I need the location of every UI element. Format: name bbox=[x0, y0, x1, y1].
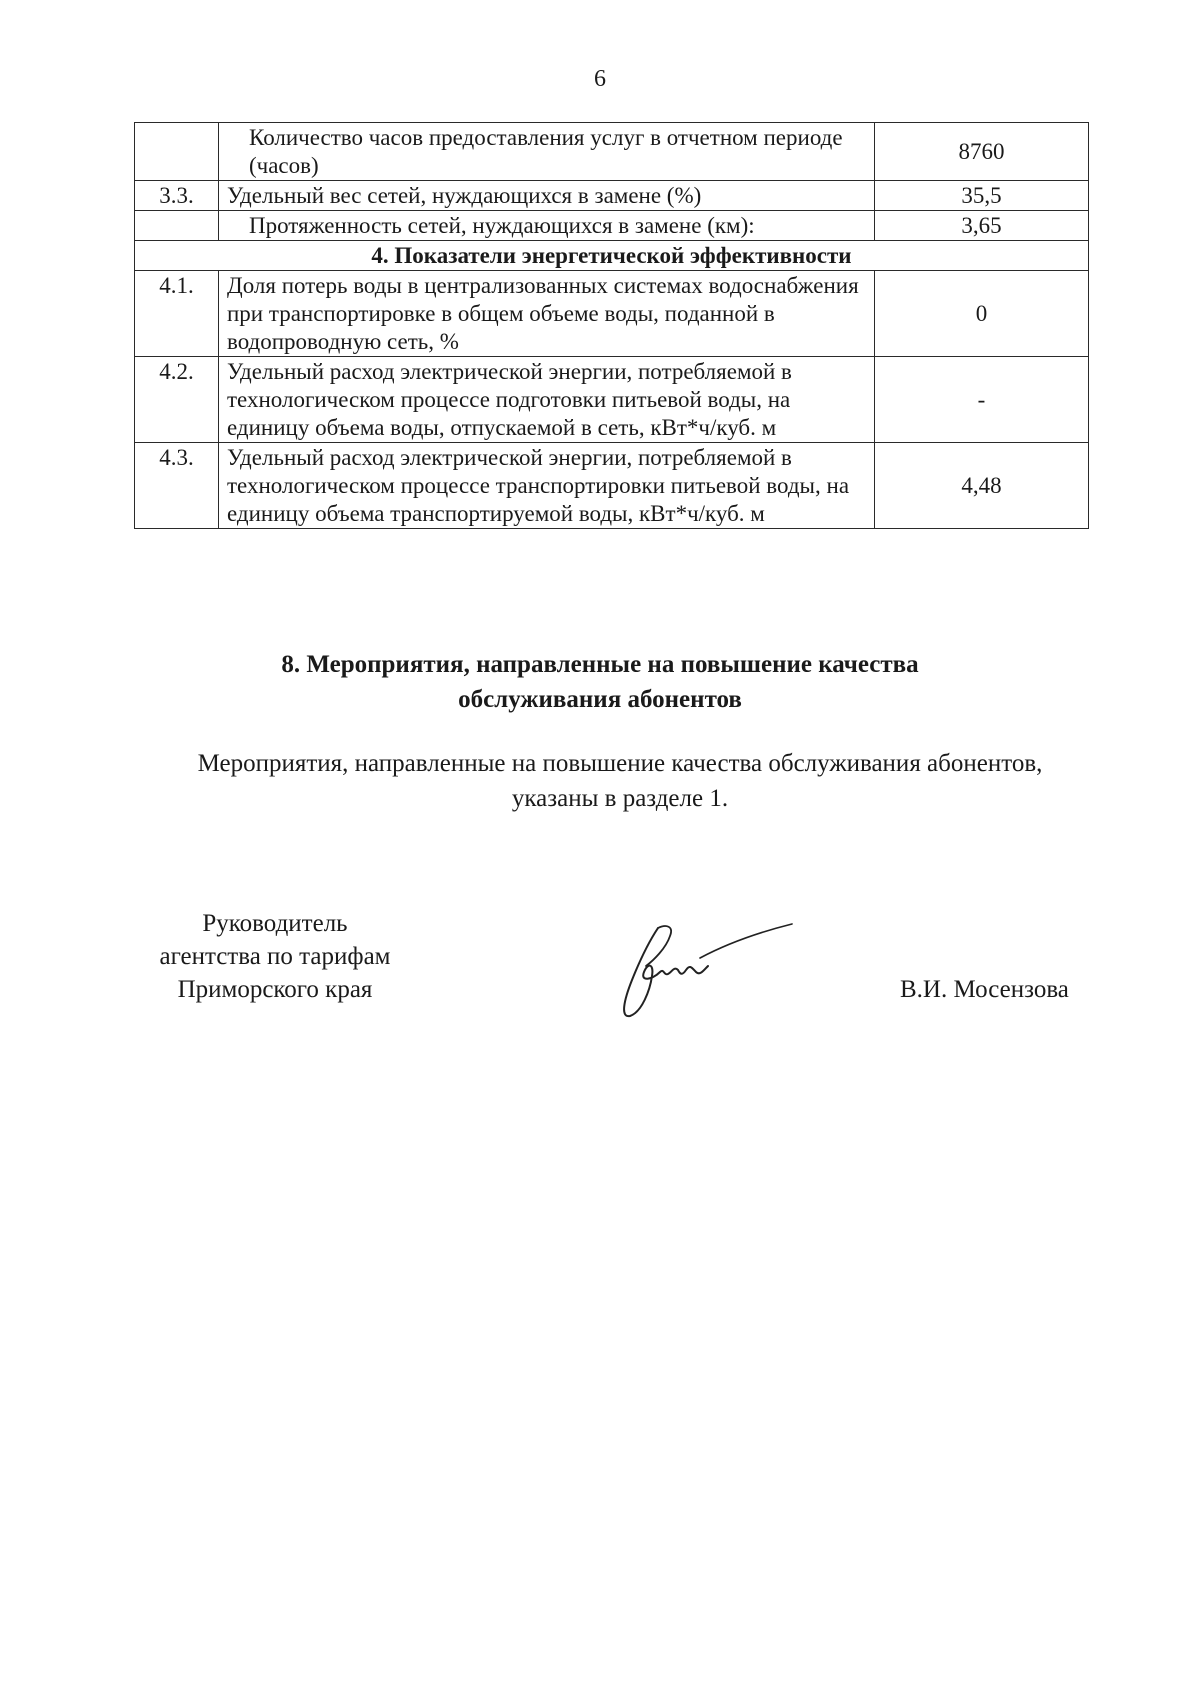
signatory-position bbox=[130, 907, 420, 1006]
row-number bbox=[135, 211, 219, 241]
indicator-value: 8760 bbox=[875, 123, 1089, 181]
indicators-table-body bbox=[135, 123, 1089, 529]
indicators-table bbox=[134, 122, 1089, 529]
indicator-value: 4,48 bbox=[875, 443, 1089, 529]
indicator-value: - bbox=[875, 357, 1089, 443]
row-number: 4.2. bbox=[135, 357, 219, 443]
indicator-value: 3,65 bbox=[875, 211, 1089, 241]
section-8-text-line-1: Мероприятия, направленные на повышение качества обслуживания абонентов, bbox=[197, 750, 1043, 777]
row-number: 3.3. bbox=[135, 181, 219, 211]
section-8-heading-line-2: обслуживания абонентов bbox=[458, 686, 742, 713]
page-number: 6 bbox=[594, 66, 606, 92]
section-header-title: 4. Показатели энергетической эффективности bbox=[135, 241, 1089, 271]
signatory-position-line-1: Руководитель bbox=[202, 910, 348, 937]
section-8-heading-line-1: 8. Мероприятия, направленные на повышение качества bbox=[281, 651, 919, 678]
handwritten-signature-icon bbox=[600, 920, 800, 1030]
indicator-value: 0 bbox=[875, 271, 1089, 357]
section-header-row bbox=[135, 241, 1089, 271]
indicator-name: Доля потерь воды в централизованных системах водоснабжения при транспортировке в общем объеме воды, поданной в водопроводную сеть, % bbox=[219, 271, 875, 357]
section-8-text bbox=[120, 746, 1120, 816]
table-row bbox=[135, 357, 1089, 443]
table-row bbox=[135, 211, 1089, 241]
indicator-name: Удельный вес сетей, нуждающихся в замене (%) bbox=[219, 181, 875, 211]
section-8-text-line-2: указаны в разделе 1. bbox=[511, 785, 729, 812]
signatory-position-line-3: Приморского края bbox=[177, 976, 373, 1003]
row-number: 4.1. bbox=[135, 271, 219, 357]
table-row bbox=[135, 123, 1089, 181]
indicator-name: Протяженность сетей, нуждающихся в замене (км): bbox=[219, 211, 875, 241]
indicator-name: Удельный расход электрической энергии, потребляемой в технологическом процессе транспортировки питьевой воды, на единицу объема транспортируемой воды, кВт*ч/куб. м bbox=[219, 443, 875, 529]
indicator-name: Удельный расход электрической энергии, потребляемой в технологическом процессе подготовки питьевой воды, на единицу объема воды, отпускаемой в сеть, кВт*ч/куб. м bbox=[219, 357, 875, 443]
table-row bbox=[135, 181, 1089, 211]
signatory-position-line-2: агентства по тарифам bbox=[159, 943, 391, 970]
indicator-name: Количество часов предоставления услуг в отчетном периоде (часов) bbox=[219, 123, 875, 181]
signatory-name: В.И. Мосензова bbox=[900, 976, 1069, 1003]
section-8-heading bbox=[0, 647, 1200, 717]
table-row bbox=[135, 443, 1089, 529]
row-number: 4.3. bbox=[135, 443, 219, 529]
row-number bbox=[135, 123, 219, 181]
indicator-value: 35,5 bbox=[875, 181, 1089, 211]
table-row bbox=[135, 271, 1089, 357]
